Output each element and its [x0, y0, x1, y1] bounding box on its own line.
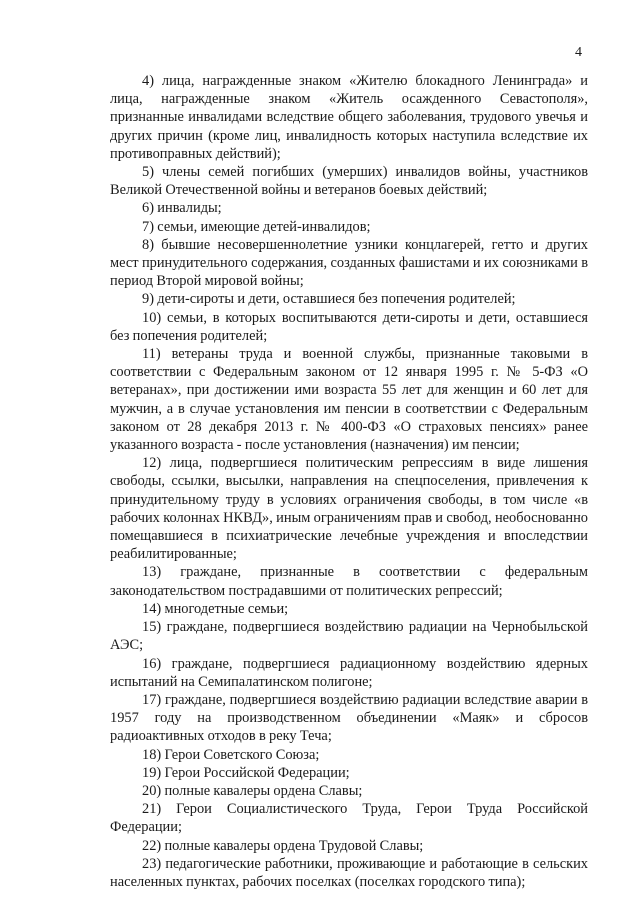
list-item: 23) педагогические работники, проживающие и работающие в сельских населенных пунктах, рабочих поселках (поселках городского типа); [110, 855, 588, 890]
list-item: 5) члены семей погибших (умерших) инвалидов войны, участников Великой Отечественной войны и ветеранов боевых действий; [110, 164, 588, 199]
list-item: 13) граждане, признанные в соответствии с федеральным законодательством пострадавшими от политических репрессий; [110, 564, 588, 599]
list-item: 22) полные кавалеры ордена Трудовой Славы; [142, 837, 424, 854]
list-item: 4) лица, награжденные знаком «Жителю блокадного Ленинграда» и лица, награжденные знаком «Житель осажденного Севастополя», признанные инвалидами вследствие общего заболевания, трудового увечья и других причин (кроме лиц, инвалидность которых наступила вследствие их противоправных действий); [110, 73, 588, 162]
list-item: 16) граждане, подвергшиеся радиационному воздействию ядерных испытаний на Семипалатинском полигоне; [110, 655, 588, 690]
list-item: 12) лица, подвергшиеся политическим репрессиям в виде лишения свободы, ссылки, высылки, направления на спецпоселения, привлечения к принудительному труду в условиях ограничения свободы, в том числе «в рабочих колоннах НКВД», иным ограничениям прав и свобод, необоснованно помещавшиеся в психиатрические лечебные учреждения и впоследствии реабилитированные; [110, 455, 588, 563]
list-item: 19) Герои Российской Федерации; [142, 764, 350, 781]
list-item: 6) инвалиды; [142, 200, 222, 217]
list-item: 17) граждане, подвергшиеся воздействию радиации вследствие аварии в 1957 году на производственном объединении «Маяк» и сбросов радиоактивных отходов в реку Теча; [110, 691, 588, 745]
document-body [110, 72, 588, 891]
list-item: 20) полные кавалеры ордена Славы; [142, 782, 363, 799]
page-number: 4 [575, 45, 582, 60]
list-item: 9) дети-сироты и дети, оставшиеся без попечения родителей; [142, 291, 516, 308]
list-item: 8) бывшие несовершеннолетние узники концлагерей, гетто и других мест принудительного содержания, созданных фашистами и их союзниками в период Второй мировой войны; [110, 236, 588, 290]
list-item: 21) Герои Социалистического Труда, Герои Труда Российской Федерации; [110, 801, 588, 836]
list-item: 15) граждане, подвергшиеся воздействию радиации на Чернобыльской АЭС; [110, 619, 588, 654]
list-item: 14) многодетные семьи; [142, 600, 289, 617]
list-item: 11) ветераны труда и военной службы, признанные таковыми в соответствии с Федеральным законом от 12 января 1995 г. № 5-ФЗ «О ветеранах», при достижении ими возраста 55 лет для женщин и 60 лет для мужчин, а в случае установления им пенсии в соответствии с Федеральным законом от 28 декабря 2013 г. № 400-ФЗ «О страховых пенсиях» ранее указанного возраста - после установления (назначения) им пенсии; [110, 346, 588, 454]
list-item: 7) семьи, имеющие детей-инвалидов; [142, 218, 371, 235]
list-item: 18) Герои Советского Союза; [142, 746, 320, 763]
list-item: 10) семьи, в которых воспитываются дети-сироты и дети, оставшиеся без попечения родителей; [110, 309, 588, 344]
